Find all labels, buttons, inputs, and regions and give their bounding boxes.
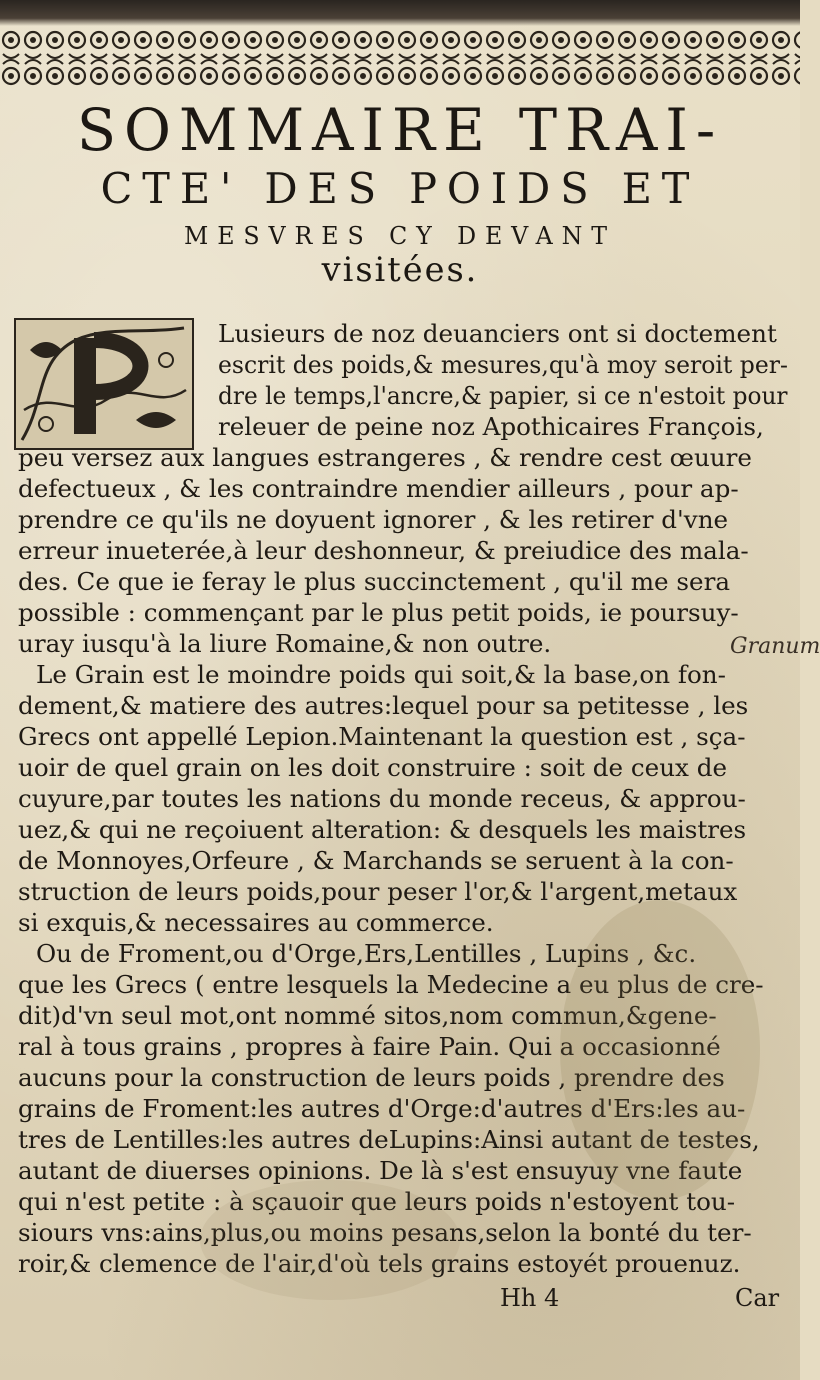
text-line: qui n'est petite : à sçauoir que leurs poids n'estoyent tou- [18,1187,736,1216]
text-line: Lusieurs de noz deuanciers ont si doctement [218,319,777,348]
text-line: struction de leurs poids,pour peser l'or,& l'argent,metaux [18,877,738,906]
text-line: dement,& matiere des autres:lequel pour sa petitesse , les [18,691,749,720]
text-line: siours vns:ains,plus,ou moins pesans,selon la bonté du ter- [18,1218,752,1247]
text-line: des. Ce que ie feray le plus succinctement , qu'il me sera [18,567,731,596]
text-line: roir,& clemence de l'air,d'où tels grains estoyét prouenuz. [18,1249,741,1278]
decorated-initial [14,318,194,450]
text-line: escrit des poids,& mesures,qu'à moy seroit per- [218,350,788,379]
paper-stain [560,900,760,1200]
title-line-4: visitées. [321,250,479,290]
ornament-pattern-2 [0,56,800,90]
printer-ornament-band-bottom [0,56,800,90]
title-line-2: CTE' DES POIDS ET [100,164,700,213]
text-line: peu versez aux langues estrangeres , & rendre cest œuure [18,443,752,472]
text-line: grains de Froment:les autres d'Orge:d'autres d'Ers:les au- [18,1094,746,1123]
text-line: aucuns pour la construction de leurs poids , prendre des [18,1063,725,1092]
text-line: que les Grecs ( entre lesquels la Medecine a eu plus de cre- [18,970,764,999]
text-line: tres de Lentilles:les autres deLupins:Ainsi autant de testes, [18,1125,760,1154]
text-line: possible : commençant par le plus petit poids, ie poursuy- [18,598,739,627]
text-line: Le Grain est le moindre poids qui soit,& la base,on fon- [36,660,726,689]
text-line: autant de diuerses opinions. De là s'est ensuyuy vne faute [18,1156,743,1185]
paper-stain [200,1180,460,1300]
text-line: erreur inueterée,à leur deshonneur, & preiudice des mala- [18,536,749,565]
title-line-3: MESVRES CY DEVANT [184,222,616,250]
text-line: de Monnoyes,Orfeure , & Marchands se seruent à la con- [18,846,734,875]
margin-note: Granum [730,634,820,659]
woodcut-p-icon [16,320,192,448]
text-line: si exquis,& necessaires au commerce. [18,908,494,937]
text-line: Ou de Froment,ou d'Orge,Ers,Lentilles , Lupins , &c. [36,939,697,968]
text-line: releuer de peine noz Apothicaires François, [218,412,764,441]
text-line: cuyure,par toutes les nations du monde receus, & approu- [18,784,746,813]
text-line: dit)d'vn seul mot,ont nommé sitos,nom commun,&gene- [18,1001,717,1030]
text-line: defectueux , & les contraindre mendier ailleurs , pour ap- [18,474,739,503]
text-line: ral à tous grains , propres à faire Pain. Qui a occasionné [18,1032,721,1061]
text-line: Grecs ont appellé Lepion.Maintenant la question est , sça- [18,722,746,751]
text-line: uray iusqu'à la liure Romaine,& non outre. [18,629,552,658]
catchword: Car [735,1284,780,1312]
title-line-1: SOMMAIRE TRAI- [76,96,724,164]
text-line: dre le temps,l'ancre,& papier, si ce n'estoit pour [218,381,788,410]
text-line: prendre ce qu'ils ne doyuent ignorer , & les retirer d'vne [18,505,729,534]
text-line: uoir de quel grain on les doit construire : soit de ceux de [18,753,728,782]
signature-mark: Hh 4 [500,1284,560,1312]
text-line: uez,& qui ne reçoiuent alteration: & desquels les maistres [18,815,747,844]
page-top-edge [0,0,800,26]
